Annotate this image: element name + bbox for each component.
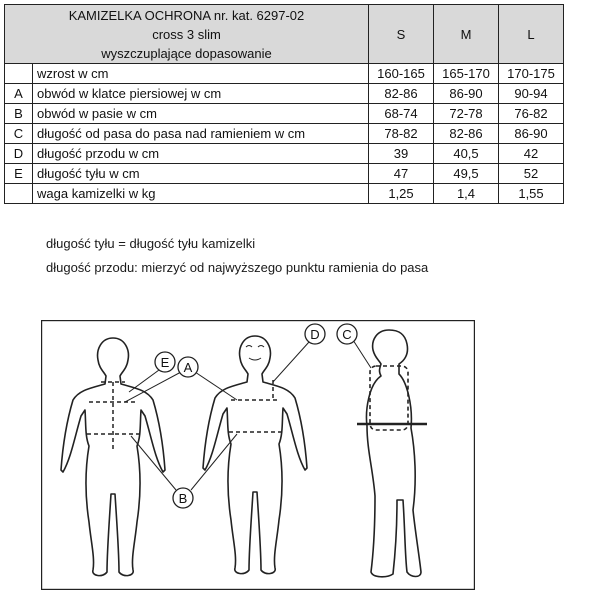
- row-label: długość od pasa do pasa nad ramieniem w cm: [33, 124, 369, 144]
- marker-b-label: B: [178, 491, 188, 506]
- row-value-l: 86-90: [499, 124, 564, 144]
- row-label: wzrost w cm: [33, 64, 369, 84]
- marker-e-label: E: [160, 355, 170, 370]
- row-letter: D: [5, 144, 33, 164]
- row-label: długość tyłu w cm: [33, 164, 369, 184]
- row-value-m: 1,4: [434, 184, 499, 204]
- row-value-s: 47: [369, 164, 434, 184]
- row-value-m: 82-86: [434, 124, 499, 144]
- row-letter: [5, 64, 33, 84]
- table-row: [5, 104, 564, 124]
- marker-c-label: C: [342, 327, 352, 342]
- measurement-diagram: [41, 320, 475, 590]
- table-row: [5, 124, 564, 144]
- row-label: obwód w pasie w cm: [33, 104, 369, 124]
- table-row: [5, 144, 564, 164]
- table-header-row: [5, 5, 564, 64]
- row-letter: B: [5, 104, 33, 124]
- row-value-l: 76-82: [499, 104, 564, 124]
- title-line-1: KAMIZELKA OCHRONA nr. kat. 6297-02: [68, 7, 305, 23]
- row-label: waga kamizelki w kg: [33, 184, 369, 204]
- row-value-s: 160-165: [369, 64, 434, 84]
- size-header-m: M: [434, 5, 499, 64]
- row-value-s: 78-82: [369, 124, 434, 144]
- row-letter: C: [5, 124, 33, 144]
- row-value-m: 49,5: [434, 164, 499, 184]
- row-value-l: 170-175: [499, 64, 564, 84]
- row-value-m: 40,5: [434, 144, 499, 164]
- marker-d-label: D: [310, 327, 320, 342]
- row-value-l: 52: [499, 164, 564, 184]
- row-value-m: 165-170: [434, 64, 499, 84]
- row-value-s: 82-86: [369, 84, 434, 104]
- row-value-m: 86-90: [434, 84, 499, 104]
- title-line-3: wyszczuplające dopasowanie: [101, 45, 272, 61]
- row-value-m: 72-78: [434, 104, 499, 124]
- row-value-l: 42: [499, 144, 564, 164]
- row-letter: A: [5, 84, 33, 104]
- diagram-frame: [42, 321, 475, 590]
- row-letter: [5, 184, 33, 204]
- row-letter: E: [5, 164, 33, 184]
- title-line-2: cross 3 slim: [152, 26, 221, 42]
- row-label: długość przodu w cm: [33, 144, 369, 164]
- table-row: [5, 184, 564, 204]
- row-value-l: 1,55: [499, 184, 564, 204]
- note-front-length: długość przodu: mierzyć od najwyższego punktu ramienia do pasa: [46, 260, 429, 275]
- table-row: [5, 64, 564, 84]
- table-row: [5, 164, 564, 184]
- marker-a-label: A: [183, 360, 193, 375]
- table-row: [5, 84, 564, 104]
- table-title: [5, 5, 369, 64]
- note-back-length: długość tyłu = długość tyłu kamizelki: [46, 236, 256, 251]
- size-header-s: S: [369, 5, 434, 64]
- row-value-s: 39: [369, 144, 434, 164]
- diagram-svg: [41, 320, 475, 590]
- row-value-s: 1,25: [369, 184, 434, 204]
- row-label: obwód w klatce piersiowej w cm: [33, 84, 369, 104]
- size-table: [4, 4, 564, 204]
- row-value-l: 90-94: [499, 84, 564, 104]
- size-header-l: L: [499, 5, 564, 64]
- row-value-s: 68-74: [369, 104, 434, 124]
